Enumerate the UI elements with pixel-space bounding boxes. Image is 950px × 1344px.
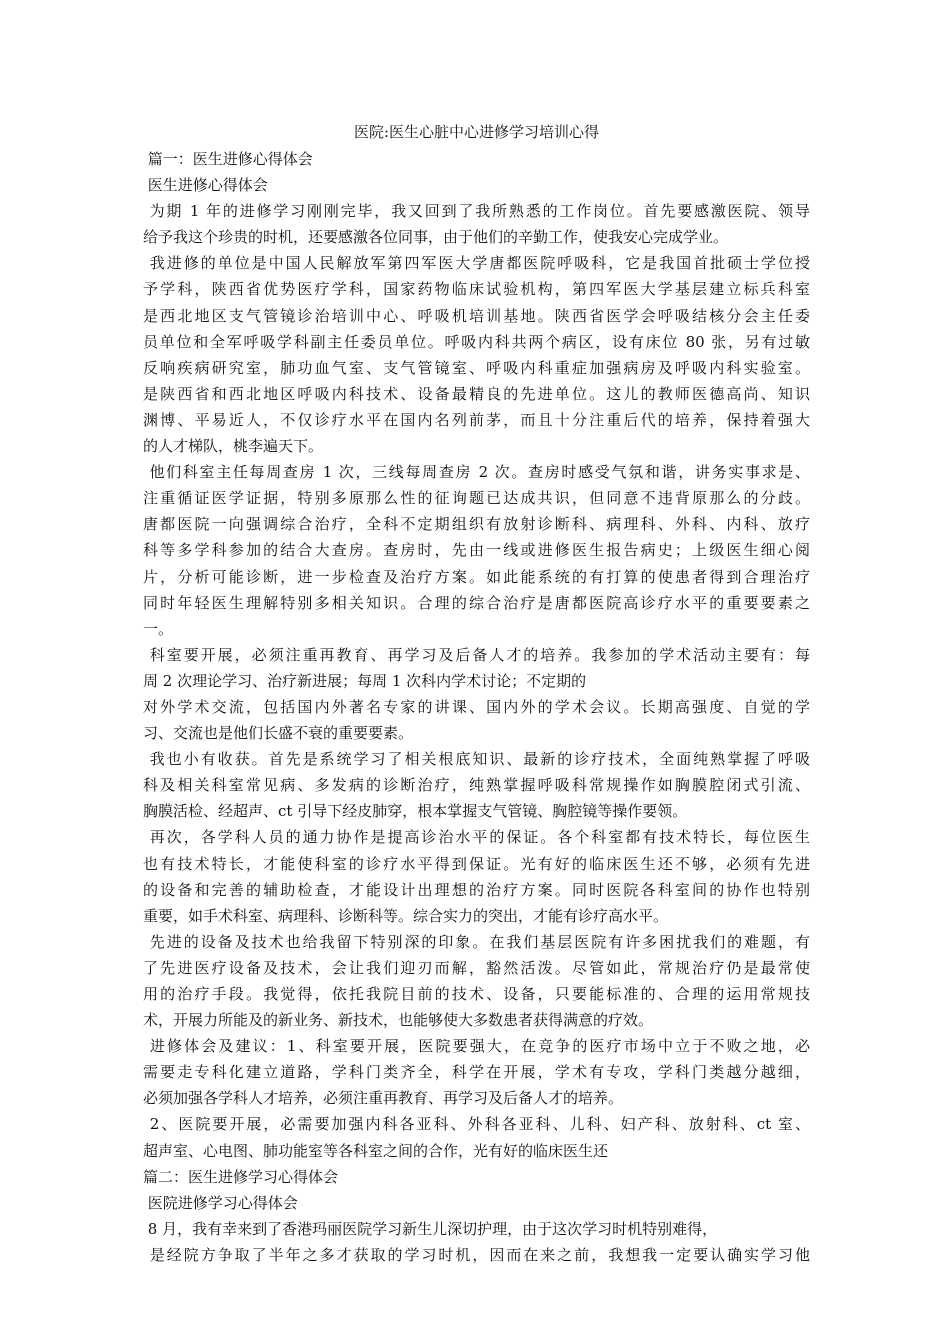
document-page	[143, 118, 810, 1268]
text-line: 重要，如手术科室、病理科、诊断科等。综合实力的突出，才能有诊疗高水平。	[143, 906, 669, 925]
text-line: 对外学术交流，包括国内外著名专家的讲课、国内外的学术会议。长期高强度、自觉的学	[143, 697, 810, 716]
text-line: 需要走专科化建立道路，学科门类齐全，科学在开展，学术有专攻，学科门类越分越细，	[143, 1063, 810, 1082]
text-line: 同时年轻医生理解特别多相关知识。合理的综合治疗是唐都医院高诊疗水平的重要要素之	[143, 593, 810, 612]
text-line: 篇二：医生进修学习心得体会	[143, 1167, 339, 1186]
document-body	[143, 146, 810, 1268]
text-line: 是陕西省和西北地区呼吸内科技术、设备最精良的先进单位。这儿的教师医德高尚、知识	[143, 384, 810, 403]
text-line: 习、交流也是他们长盛不衰的重要要素。	[143, 724, 414, 743]
text-line: 2、医院要开展，必需要加强内科各亚科、外科各亚科、儿科、妇产科、放射科、ct 室、	[143, 1115, 810, 1134]
text-line: 用的治疗手段。我觉得，依托我院目前的技术、设备，只要能标准的、合理的运用常规技	[143, 985, 810, 1003]
text-line: 先进的设备及技术也给我留下特别深的印象。在我们基层医院有许多困扰我们的难题，有	[143, 932, 810, 951]
text-line: 篇一：医生进修心得体会	[143, 150, 313, 168]
text-line: 我进修的单位是中国人民解放军第四军医大学唐都医院呼吸科，它是我国首批硕士学位授	[143, 254, 810, 273]
text-line: 渊博、平易近人，不仅诊疗水平在国内名列前茅，而且十分注重后代的培养，保持着强大	[143, 410, 810, 429]
text-line: 员单位和全军呼吸学科副主任委员单位。呼吸内科共两个病区，设有床位 80 张，另有过敏	[143, 332, 810, 351]
text-line: 的设备和完善的辅助检查，才能设计出理想的治疗方案。同时医院各科室间的协作也特别	[143, 880, 810, 899]
text-line: 再次，各学科人员的通力协作是提高诊治水平的保证。各个科室都有技术特长，每位医生	[143, 828, 810, 847]
text-line: 也有技术特长，才能使科室的诊疗水平得到保证。光有好的临床医生还不够，必须有先进	[143, 854, 810, 873]
text-line: 进修体会及建议：1、科室要开展，医院要强大，在竞争的医疗市场中立于不败之地，必	[143, 1037, 810, 1056]
text-line: 了先进医疗设备及技术，会让我们迎刃而解，豁然活泼。尽管如此，常规治疗仍是最常使	[143, 958, 810, 977]
text-line: 予学科，陕西省优势医疗学科，国家药物临床试验机构，第四军医大学基层建立标兵科室	[143, 280, 810, 299]
text-line: 是西北地区支气管镜诊治培训中心、呼吸机培训基地。陕西省医学会呼吸结核分会主任委	[143, 306, 810, 325]
text-line: 反响疾病研究室，肺功血气室、支气管镜室、呼吸内科重症加强病房及呼吸内科实验室。	[143, 358, 810, 377]
text-line: 科等多学科参加的结合大查房。查房时，先由一线或进修医生报告病史；上级医生细心阅	[143, 541, 810, 560]
text-line: 必须加强各学科人才培养，必须注重再教育、再学习及后备人才的培养。	[143, 1089, 624, 1108]
text-line: 8 月，我有幸来到了香港玛丽医院学习新生儿深切护理，由于这次学习时机特别难得，	[143, 1219, 718, 1238]
text-line: 他们科室主任每周查房 1 次，三线每周查房 2 次。查房时感受气氛和谐，讲务实事求是、	[143, 463, 810, 482]
text-line: 医生进修心得体会	[143, 176, 268, 195]
text-line: 给予我这个珍贵的时机，还要感激各位同事，由于他们的辛勤工作，使我安心完成学业。	[143, 228, 729, 247]
text-line: 医院进修学习心得体会	[143, 1193, 298, 1212]
document-title: 医院:医生心脏中心进修学习培训心得	[353, 123, 600, 141]
text-line: 周 2 次理论学习、治疗新进展；每周 1 次科内学术讨论；不定期的	[143, 671, 587, 690]
text-line: 为期 1 年的进修学习刚刚完毕，我又回到了我所熟悉的工作岗位。首先要感激医院、领导	[143, 202, 810, 221]
text-line: 是经院方争取了半年之多才获取的学习时机，因而在来之前，我想我一定要认确实学习他	[143, 1245, 810, 1264]
text-line: 超声室、心电图、肺功能室等各科室之间的合作，光有好的临床医生还	[143, 1141, 609, 1160]
text-line: 科室要开展，必须注重再教育、再学习及后备人才的培养。我参加的学术活动主要有：每	[143, 645, 810, 664]
text-line: 注重循证医学证据，特别多原那么性的征询题已达成共识，但同意不违背原那么的分歧。	[143, 489, 810, 508]
text-line: 一。	[143, 619, 174, 638]
text-line: 我也小有收获。首先是系统学习了相关根底知识、最新的诊疗技术，全面纯熟掌握了呼吸	[143, 750, 810, 769]
text-line: 的人才梯队，桃李遍天下。	[143, 437, 324, 456]
text-line: 胸膜活检、经超声、ct 引导下经皮肺穿，根本掌握支气管镜、胸腔镜等操作要领。	[143, 802, 688, 821]
text-line: 术，开展力所能及的新业务、新技术，也能够使大多数患者获得满意的疗效。	[143, 1011, 654, 1030]
text-line: 唐都医院一向强调综合治疗，全科不定期组织有放射诊断科、病理科、外科、内科、放疗	[143, 515, 810, 534]
text-line: 科及相关科室常见病、多发病的诊断治疗，纯熟掌握呼吸科常规操作如胸膜腔闭式引流、	[143, 776, 810, 795]
text-line: 片，分析可能诊断，进一步检查及治疗方案。如此能系统的有打算的使患者得到合理治疗	[143, 567, 810, 586]
